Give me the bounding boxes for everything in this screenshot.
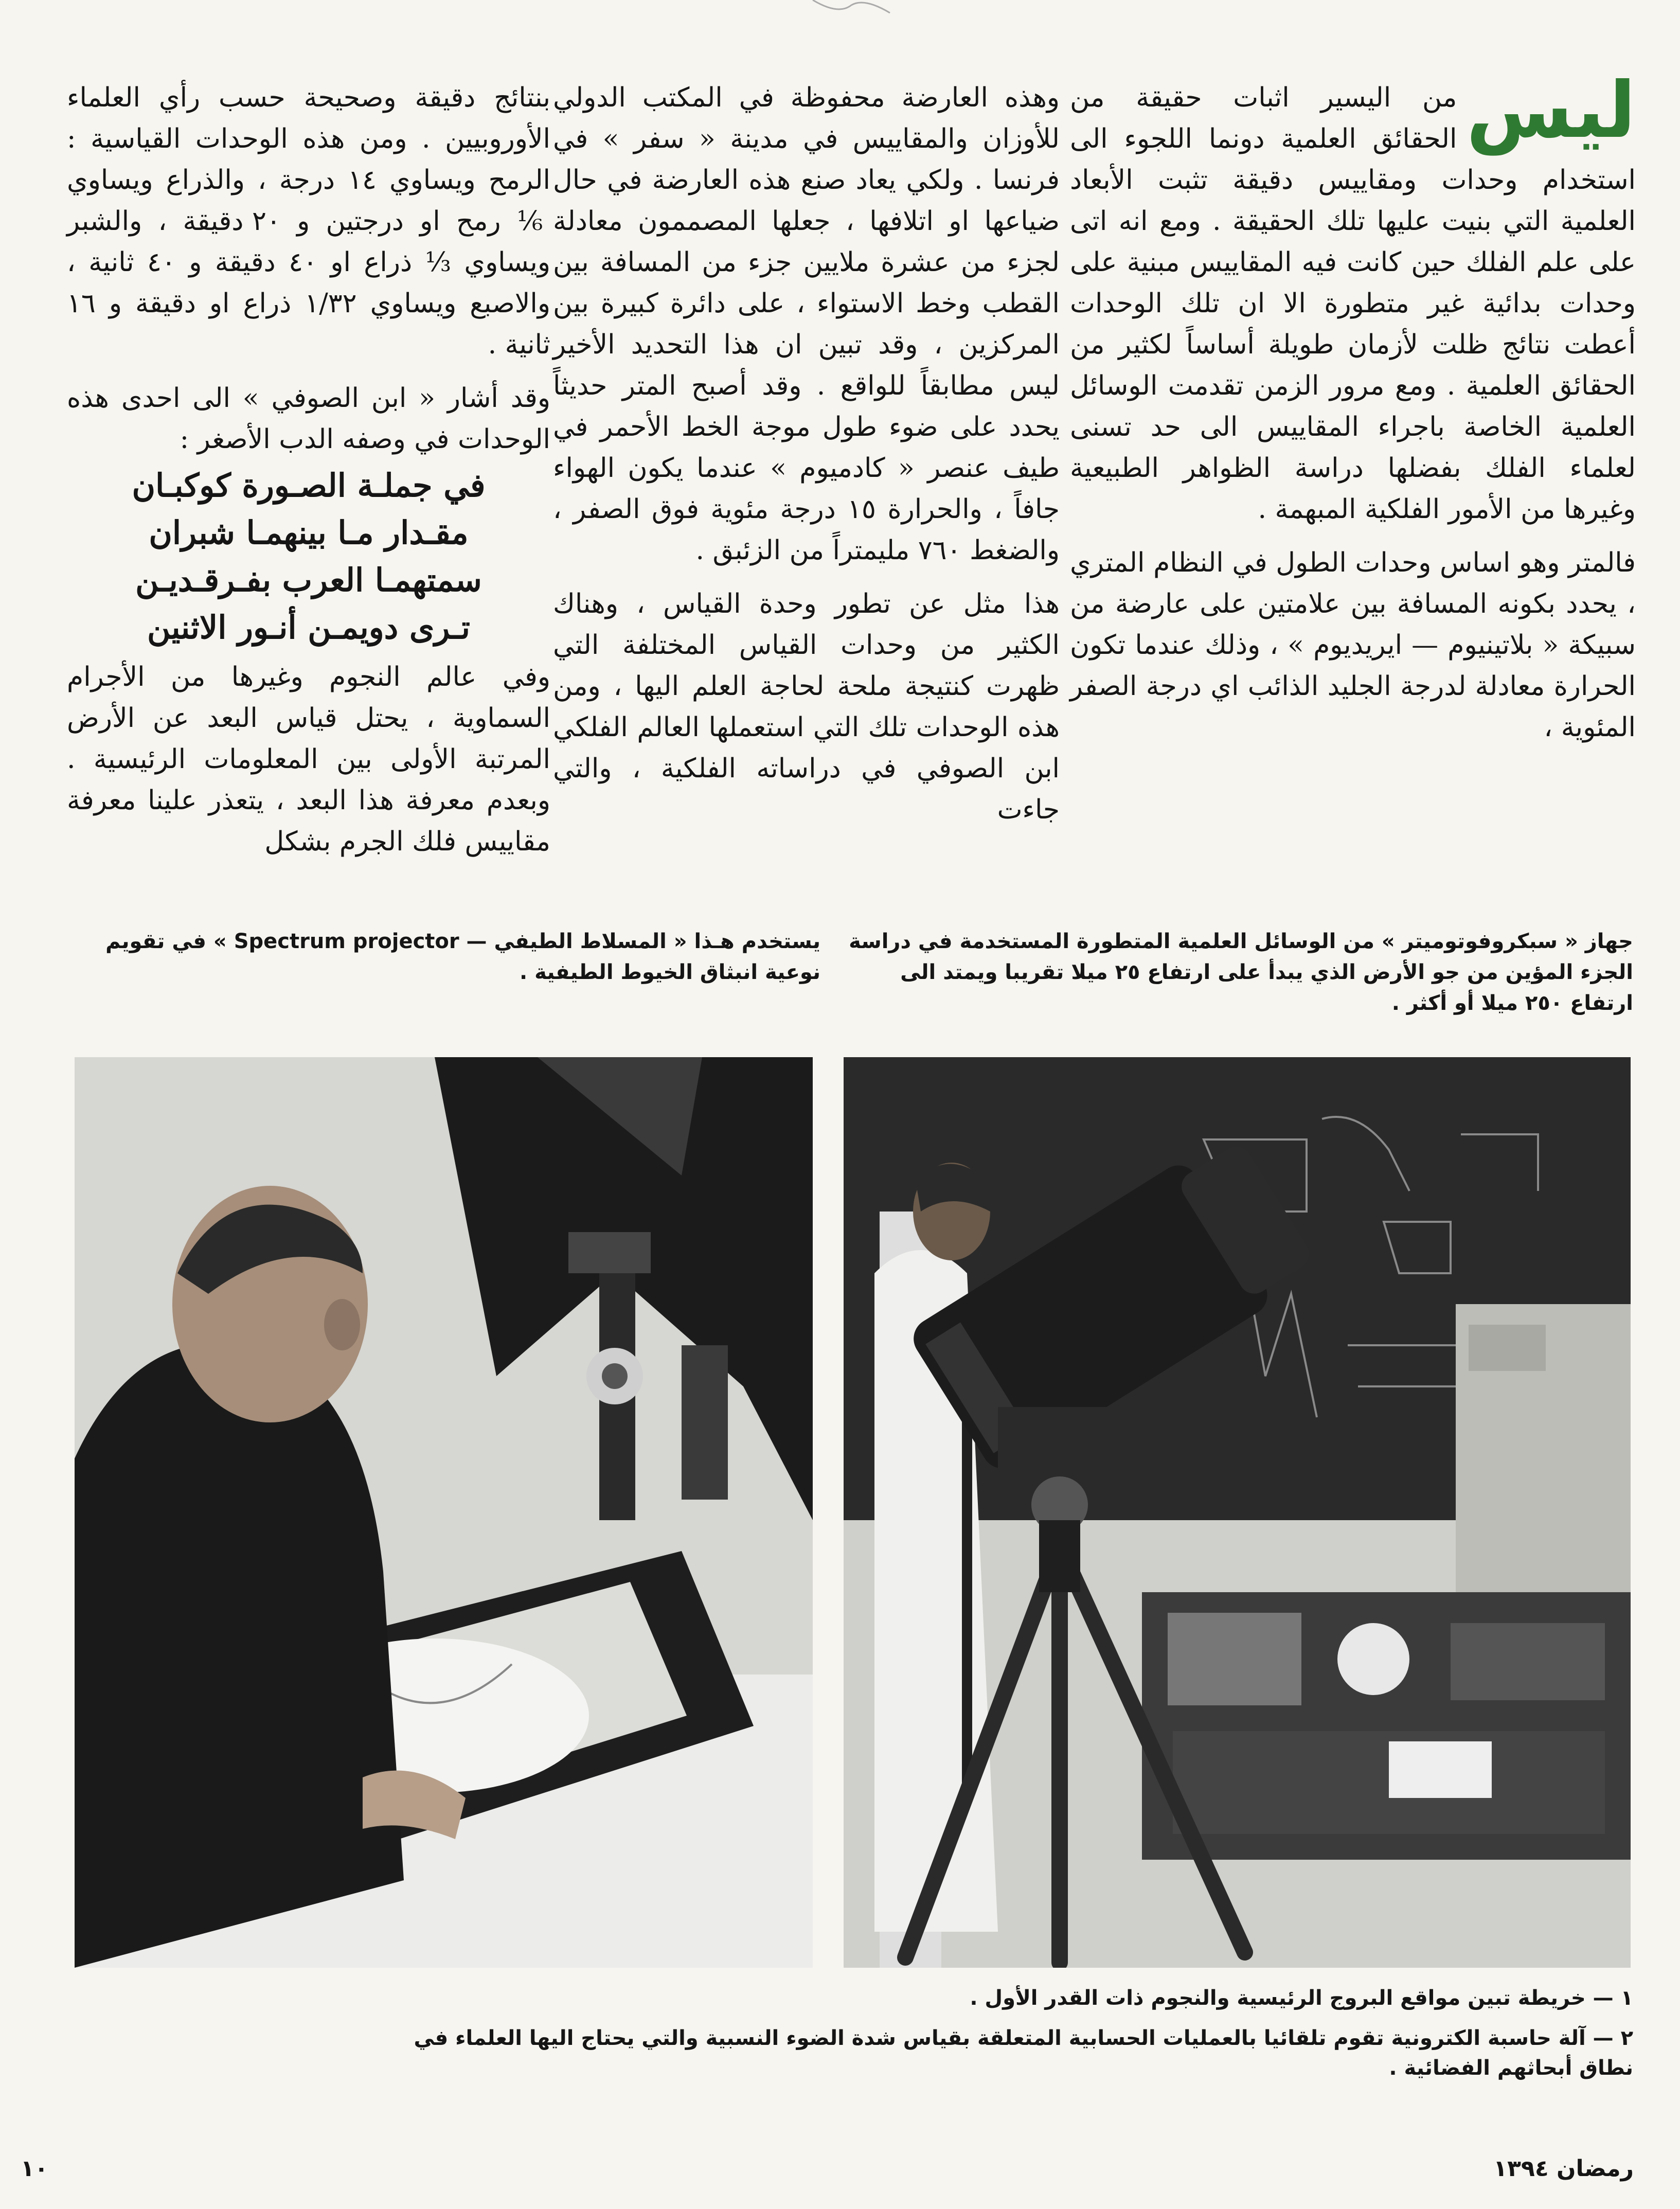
article-column-right (1070, 66, 1636, 760)
photo-spectrophotometer (844, 1057, 1631, 1968)
page-number: ١٠ (21, 2155, 48, 2182)
decorative-mark (808, 0, 895, 21)
paragraph: وهذه العارضة محفوظة في المكتب الدولي للأوزان والمقاييس في مدينة « سفر » في فرنسا . ولكي يعاد صنع هذه العارضة في حال ضياعها او اتلافها ، جعلها المصممون معادلة لجزء من عشرة ملايين جزء من المسافة بين القطب وخط الاستواء ، على دائرة كبيرة بين المركزين ، وقد تبين ان هذا التحديد الأخير ليس مطابقاً للواقع . وقد أصبح المتر حديثاً يحدد على ضوء طول موجة الخط الأحمر في طيف عنصر « كادميوم » عندما يكون الهواء جافاً ، والحرارة ١٥ درجة مئوية فوق الصفر ، والضغط ٧٦٠ مليمتراً من الزئبق . (553, 82, 1060, 566)
article-column-left (67, 77, 550, 875)
drop-cap: ليس (1466, 66, 1636, 155)
photo-caption-right: جهاز « سبكروفوتوميتر » من الوسائل العلمية المتطورة المستخدمة في دراسة الجزء المؤين من جو الأرض الذي يبدأ على ارتفاع ٢٥ ميلا تقريبا ويمتد الى ارتفاع ٢٥٠ ميلا أو أكثر . (849, 930, 1633, 1015)
paragraph (1070, 66, 1636, 530)
paragraph-text: من اليسير اثبات حقيقة من الحقائق العلمية دونما اللجوء الى استخدام وحدات ومقاييس دقيقة تثبت الأبعاد العلمية التي بنيت عليها تلك الحقيقة . ومع انه اتى على علم الفلك حين كانت فيه المقاييس مبنية على وحدات بدائية غير متطورة الا ان تلك الوحدات أعطت نتائج ظلت لأزمان طويلة أساساً لكثير من الحقائق العلمية . ومع مرور الزمن تقدمت الوسائل العلمية الخاصة باجراء المقاييس الى حد تسنى لعلماء الفلك بفضلها دراسة الظواهر الطبيعية وغيرها من الأمور الفلكية المبهمة . (1070, 82, 1636, 525)
poem-verse: تـرى دويمـن أنـور الاثنين (147, 609, 470, 646)
poem-verse: مقـدار مـا بينهمـا شبران (149, 514, 469, 551)
paragraph: بنتائج دقيقة وصحيحة حسب رأي العلماء الأوروبيين . ومن هذه الوحدات القياسية : الرمح ويساوي ١٤ درجة ، والذراع ويساوي ⅙ رمح او درجتين و ٢٠ دقيقة ، والشبر ويساوي ⅓ ذراع او ٤٠ دقيقة و ٤٠ ثانية ، والاصبع ويساوي ١/٣٢ ذراع او دقيقة و ١٦ ثانية . (67, 82, 551, 360)
paragraph: فالمتر وهو اساس وحدات الطول في النظام المتري ، يحدد بكونه المسافة بين علامتين على عارضة من سبيكة « بلاتينيوم — ايريديوم » ، وذلك عندما تكون الحرارة معادلة لدرجة الجليد الذائب اي درجة الصفر المئوية ، (1070, 547, 1636, 743)
figure-captions (412, 1983, 1633, 2093)
poem-verse: سمتهمـا العرب بفـرقـديـن (135, 561, 482, 599)
paragraph: هذا مثل عن تطور وحدة القياس ، وهناك الكثير من وحدات القياس المختلفة التي ظهرت كنتيجة ملحة لحاجة العلم اليها ، ومن هذه الوحدات تلك التي استعملها العالم الفلكي ابن الصوفي في دراساته الفلكية ، والتي جاءت (553, 589, 1060, 825)
photo-spectrum-projector (75, 1057, 813, 1968)
figure-caption-1: ١ — خريطة تبين مواقع البروج الرئيسية والنجوم ذات القدر الأول . (970, 1986, 1633, 2010)
photo-caption-left: يستخدم هـذا « المسلاط الطيفي — Spectrum projector » في تقويم نوعية انبثاق الخيوط الطيفية . (105, 930, 820, 984)
paragraph: وفي عالم النجوم وغيرها من الأجرام السماوية ، يحتل قياس البعد عن الأرض المرتبة الأولى بين المعلومات الرئيسية . وبعدم معرفة هذا البعد ، يتعذر علينا معرفة مقاييس فلك الجرم بشكل (67, 662, 550, 857)
issue-date: رمضان ١٣٩٤ (1493, 2155, 1634, 2182)
paragraph: وقد أشار « ابن الصوفي » الى احدى هذه الوحدات في وصفه الدب الأصغر : (67, 383, 550, 455)
poem-verse: في جملـة الصـورة كوكبـان (132, 467, 486, 504)
figure-caption-2: ٢ — آلة حاسبة الكترونية تقوم تلقائيا بالعمليات الحسابية المتعلقة بقياس شدة الضوء النسبية والتي يحتاج اليها العلماء في نطاق أبحاثهم الفضائية . (414, 2026, 1633, 2080)
article-column-middle (553, 77, 1060, 843)
